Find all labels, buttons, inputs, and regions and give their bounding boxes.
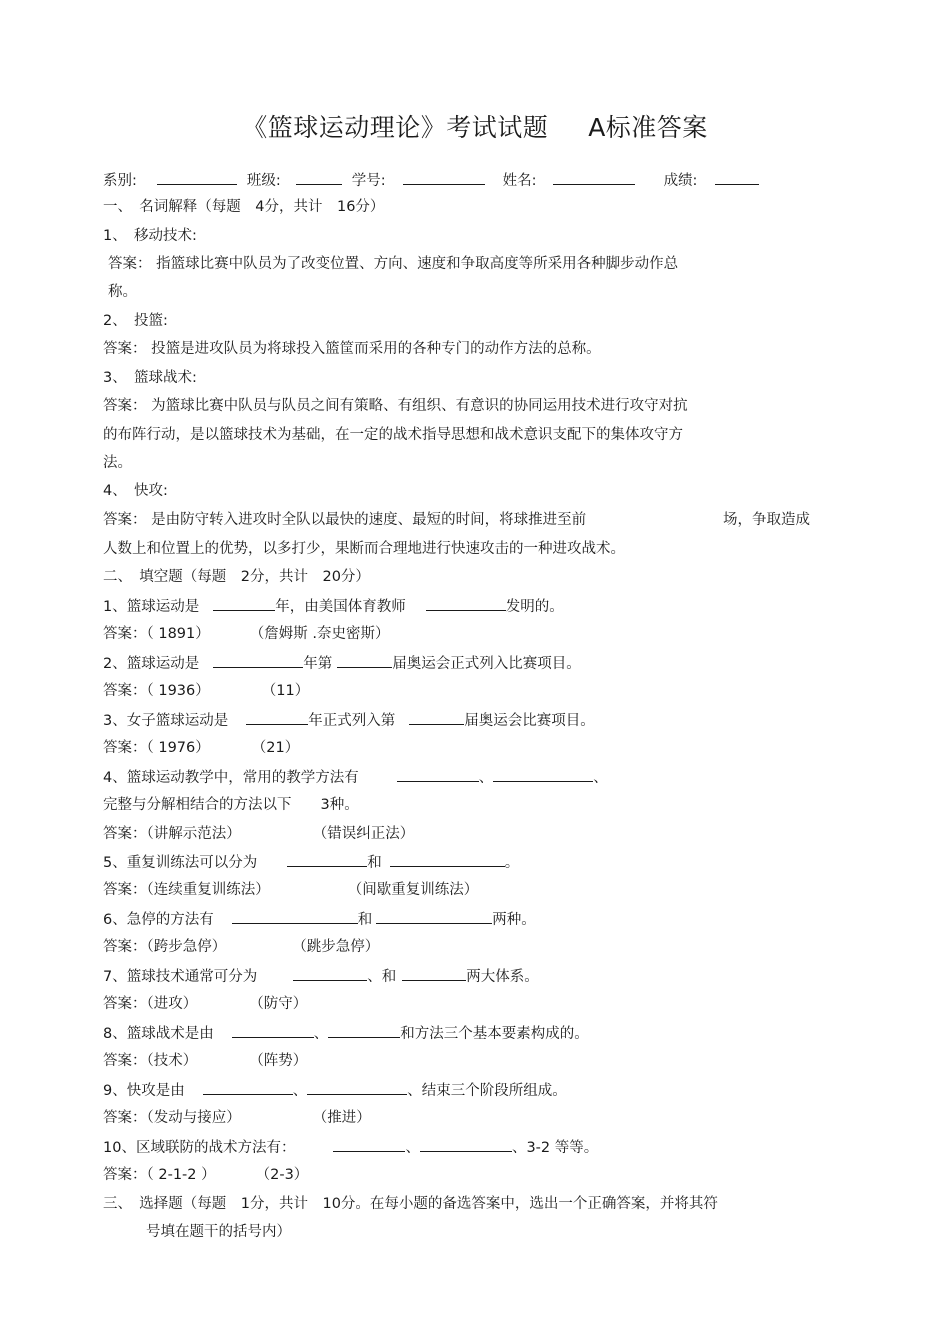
ans10-part-b: （2-3）	[255, 1167, 309, 1183]
q3-blank-1	[246, 710, 308, 725]
s2-question-2	[103, 653, 581, 674]
q7-blank-1	[293, 966, 367, 981]
name-label: 姓名:	[502, 173, 537, 189]
q1-text-a: 1、篮球运动是	[103, 599, 200, 615]
section-3-heading: 三、 选择题（每题 1分，共计 10分。在每小题的备选答案中，选出一个正确答案，并将其符	[103, 1196, 718, 1212]
s1-answer-4-line-1: 答案： 是由防守转入进攻时全队以最快的速度、最短的时间，将球推进至前	[103, 512, 587, 528]
s2-answer-3	[103, 738, 299, 758]
s1-answer-1-line-2: 称。	[108, 284, 137, 300]
ans6-part-a: 答案：（跨步急停）	[103, 939, 227, 955]
q1-blank-1	[213, 596, 275, 611]
s1-answer-3-line-1: 答案： 为篮球比赛中队员与队员之间有策略、有组织、有意识的协同运用技术进行攻守对抗	[103, 398, 688, 414]
q7-text-b: 、和	[367, 969, 397, 985]
ans4-part-a: 答案：（讲解示范法）	[103, 826, 241, 842]
s2-question-8	[103, 1023, 589, 1044]
s2-answer-8	[103, 1051, 307, 1071]
q6-blank-1	[232, 909, 358, 924]
s2-answer-4	[103, 824, 414, 844]
s2-answer-2	[103, 681, 309, 701]
ans7-part-a: 答案：（进攻）	[103, 996, 198, 1012]
s2-question-3	[103, 710, 595, 731]
title-suffix: A标准答案	[588, 113, 708, 142]
q4-text-a: 4、篮球运动教学中，常用的教学方法有	[103, 770, 359, 786]
s1-answer-1-line-1: 答案： 指篮球比赛中队员为了改变位置、方向、速度和争取高度等所采用各种脚步动作总	[108, 256, 679, 272]
ans2-part-a: 答案：（ 1936）	[103, 683, 210, 699]
q2-text-c: 届奥运会正式列入比赛项目。	[392, 656, 581, 672]
s2-answer-6	[103, 937, 379, 957]
q8-blank-1	[232, 1023, 314, 1038]
s2-answer-7	[103, 994, 307, 1014]
s1-answer-2: 答案： 投篮是进攻队员为将球投入篮筐而采用的各种专门的动作方法的总称。	[103, 341, 601, 357]
q6-text-b: 和	[357, 912, 373, 928]
s2-question-7	[103, 966, 539, 987]
ans3-part-a: 答案：（ 1976）	[103, 740, 210, 756]
q6-text-a: 6、急停的方法有	[103, 912, 214, 928]
q3-text-c: 届奥运会比赛项目。	[464, 713, 595, 729]
q2-text-b: 年第	[303, 656, 333, 672]
q9-text-c: 、结束三个阶段所组成。	[407, 1083, 567, 1099]
s2-answer-9	[103, 1108, 371, 1128]
student-info-line	[103, 170, 759, 191]
class-label: 班级:	[246, 173, 281, 189]
q5-text-a: 5、重复训练法可以分为	[103, 855, 258, 871]
q5-blank-2	[390, 852, 505, 867]
q4-text-c: 、	[593, 770, 608, 786]
q7-blank-2	[402, 966, 466, 981]
section-3-heading-line-2: 号填在题干的括号内）	[146, 1224, 291, 1240]
dept-label: 系别:	[103, 173, 137, 189]
q2-blank-2	[337, 653, 392, 668]
s2-answer-10	[103, 1165, 308, 1185]
q10-blank-2	[420, 1137, 512, 1152]
ans3-part-b: （21）	[251, 740, 300, 756]
student-id-blank	[403, 170, 485, 185]
dept-blank	[157, 170, 237, 185]
s1-question-4: 4、 快攻:	[103, 483, 168, 499]
q8-text-b: 、	[313, 1026, 329, 1042]
ans1-part-a: 答案：（ 1891）	[103, 626, 210, 642]
q10-text-c: 、3-2 等等。	[511, 1140, 599, 1156]
s2-question-6	[103, 909, 536, 930]
student-id-label: 学号:	[351, 173, 386, 189]
q4-blank-1	[397, 767, 479, 782]
q7-text-a: 7、篮球技术通常可分为	[103, 969, 258, 985]
s2-question-10	[103, 1137, 598, 1158]
q3-text-b: 年正式列入第	[308, 713, 396, 729]
q5-text-c: 。	[504, 855, 520, 871]
score-label: 成绩:	[663, 173, 698, 189]
q1-text-b: 年，由美国体育教师	[275, 599, 406, 615]
q7-text-c: 两大体系。	[466, 969, 539, 985]
q8-text-a: 8、篮球战术是由	[103, 1026, 214, 1042]
section-2-heading: 二、 填空题（每题 2分，共计 20分）	[103, 569, 370, 585]
q10-text-b: 、	[405, 1140, 420, 1156]
q4-blank-2	[493, 767, 593, 782]
s1-question-1: 1、 移动技术:	[103, 228, 197, 244]
s1-answer-3-line-3: 法。	[103, 455, 132, 471]
q3-blank-2	[409, 710, 464, 725]
s2-question-1	[103, 596, 564, 617]
ans7-part-b: （防守）	[249, 996, 308, 1012]
s2-question-5	[103, 852, 519, 873]
ans5-part-b: （间歇重复训练法）	[347, 882, 479, 898]
q8-blank-2	[328, 1023, 400, 1038]
ans6-part-b: （跳步急停）	[292, 939, 380, 955]
q9-blank-2	[307, 1080, 407, 1095]
q3-text-a: 3、女子篮球运动是	[103, 713, 229, 729]
s2-answer-5	[103, 880, 478, 900]
q5-blank-1	[287, 852, 367, 867]
s1-answer-4-line-1-end: 场，争取造成	[723, 512, 810, 528]
q6-blank-2	[376, 909, 492, 924]
score-blank	[715, 170, 759, 185]
q10-text-a: 10、区域联防的战术方法有：	[103, 1140, 296, 1156]
s1-question-2: 2、 投篮:	[103, 313, 168, 329]
ans9-part-b: （推进）	[312, 1110, 371, 1126]
q9-text-b: 、	[292, 1083, 308, 1099]
ans8-part-a: 答案：（技术）	[103, 1053, 198, 1069]
s2-question-4-line-2: 完整与分解相结合的方法以下 3种。	[103, 797, 359, 813]
q6-text-c: 两种。	[492, 912, 536, 928]
q10-blank-1	[333, 1137, 405, 1152]
q8-text-c: 和方法三个基本要素构成的。	[400, 1026, 589, 1042]
ans8-part-b: （阵势）	[249, 1053, 308, 1069]
q9-text-a: 9、快攻是由	[103, 1083, 185, 1099]
s1-answer-3-line-2: 的布阵行动，是以篮球技术为基础，在一定的战术指导思想和战术意识支配下的集体攻守方	[103, 427, 683, 443]
section-1-heading: 一、 名词解释（每题 4分，共计 16分）	[103, 199, 385, 215]
s2-answer-1	[103, 624, 389, 644]
ans4-part-b: （错误纠正法）	[312, 826, 415, 842]
name-blank	[553, 170, 635, 185]
q4-text-b: 、	[478, 770, 494, 786]
ans2-part-b: （11）	[261, 683, 310, 699]
ans1-part-b: （詹姆斯 .奈史密斯）	[249, 626, 390, 642]
class-blank	[296, 170, 342, 185]
ans5-part-a: 答案：（连续重复训练法）	[103, 882, 270, 898]
q9-blank-1	[203, 1080, 293, 1095]
s1-answer-4-line-2: 人数上和位置上的优势，以多打少，果断而合理地进行快速攻击的一种进攻战术。	[103, 541, 625, 557]
q2-text-a: 2、篮球运动是	[103, 656, 200, 672]
ans10-part-a: 答案：（ 2-1-2 ）	[103, 1167, 216, 1183]
ans9-part-a: 答案：（发动与接应）	[103, 1110, 241, 1126]
s2-question-4	[103, 767, 608, 788]
s1-question-3: 3、 篮球战术:	[103, 370, 197, 386]
s2-question-9	[103, 1080, 567, 1101]
title-main: 《篮球运动理论》考试试题	[242, 113, 549, 142]
q2-blank-1	[213, 653, 303, 668]
q5-text-b: 和	[367, 855, 382, 871]
q1-text-c: 发明的。	[505, 599, 564, 615]
q1-blank-2	[426, 596, 506, 611]
exam-title	[0, 108, 950, 144]
